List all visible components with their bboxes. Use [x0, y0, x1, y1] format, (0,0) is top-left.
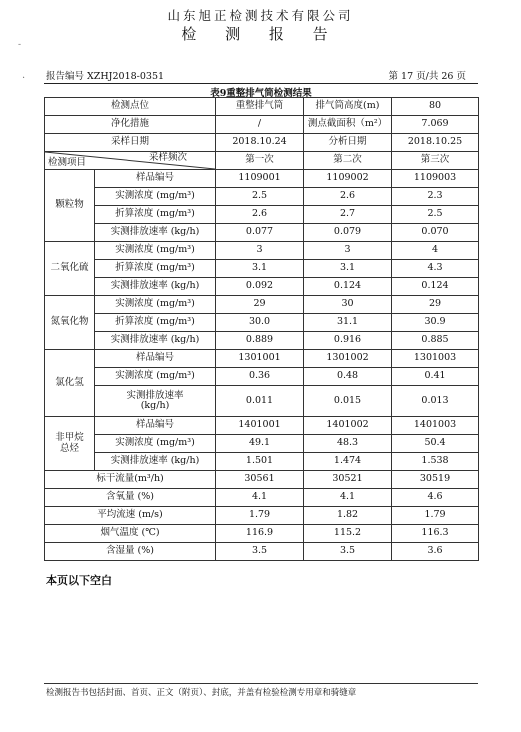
param-label: 实测排放速率 (kg/h)	[95, 224, 216, 242]
group-name: 氯化氢	[45, 350, 95, 417]
value-cell: 0.013	[392, 386, 479, 417]
summary-label: 标干流量(m³/h)	[45, 471, 216, 489]
table-row	[45, 206, 479, 224]
value-cell: 2.6	[304, 188, 392, 206]
value-cell: 3	[304, 242, 392, 260]
table-row	[45, 386, 479, 417]
group-name: 非甲烷 总烃	[45, 417, 95, 471]
results-table	[44, 97, 479, 561]
summary-row	[45, 525, 479, 543]
param-label: 实测浓度 (mg/m³)	[95, 435, 216, 453]
summary-row	[45, 489, 479, 507]
value-cell: 1.474	[304, 453, 392, 471]
value-cell: 2.5	[392, 206, 479, 224]
value-cell: 30521	[304, 471, 392, 489]
group-name: 颗粒物	[45, 170, 95, 242]
param-label: 折算浓度 (mg/m³)	[95, 260, 216, 278]
value-cell: 4.1	[304, 489, 392, 507]
info-row	[45, 134, 479, 152]
footer-rule	[44, 683, 478, 684]
info-value: 重整排气筒	[216, 98, 304, 116]
value-cell: 30.0	[216, 314, 304, 332]
value-cell: 0.079	[304, 224, 392, 242]
value-cell: 1109001	[216, 170, 304, 188]
value-cell: 29	[392, 296, 479, 314]
value-cell: 116.3	[392, 525, 479, 543]
param-label: 样品编号	[95, 350, 216, 368]
margin-mark: -	[18, 40, 22, 50]
page-info: 第 17 页/共 26 页	[388, 71, 466, 82]
value-cell: 30519	[392, 471, 479, 489]
param-label: 实测浓度 (mg/m³)	[95, 368, 216, 386]
value-cell: 3.5	[216, 543, 304, 561]
report-title: 检 测 报 告	[181, 25, 340, 43]
value-cell: 0.124	[304, 278, 392, 296]
value-cell: 0.885	[392, 332, 479, 350]
param-label: 实测浓度 (mg/m³)	[95, 188, 216, 206]
item-label: 检测项目	[48, 156, 87, 168]
value-cell: 1.82	[304, 507, 392, 525]
table-caption: 表9重整排气筒检测结果	[210, 88, 312, 99]
table-row	[45, 296, 479, 314]
param-label: 实测排放速率 (kg/h)	[95, 453, 216, 471]
header-rule	[44, 83, 478, 84]
results-table-body	[45, 98, 479, 561]
value-cell: 0.36	[216, 368, 304, 386]
info-value: 2018.10.24	[216, 134, 304, 152]
frequency-cell: 第二次	[304, 152, 392, 170]
table-row	[45, 260, 479, 278]
value-cell: 0.41	[392, 368, 479, 386]
table-row	[45, 350, 479, 368]
value-cell: 49.1	[216, 435, 304, 453]
value-cell: 30.9	[392, 314, 479, 332]
param-label: 实测排放速率 (kg/h)	[95, 278, 216, 296]
frequency-label: 采样频次	[149, 152, 188, 163]
param-label: 折算浓度 (mg/m³)	[95, 206, 216, 224]
margin-dot: ·	[22, 73, 26, 84]
table-row	[45, 368, 479, 386]
value-cell: 2.7	[304, 206, 392, 224]
value-cell: 0.077	[216, 224, 304, 242]
value-cell: 1401003	[392, 417, 479, 435]
value-cell: 0.015	[304, 386, 392, 417]
info-value: 7.069	[392, 116, 479, 134]
info-value: 排气筒高度(m)	[304, 98, 392, 116]
info-value: 测点截面积（m²）	[304, 116, 392, 134]
info-label: 检测点位	[45, 98, 216, 116]
param-label: 实测浓度 (mg/m³)	[95, 242, 216, 260]
info-value: 分析日期	[304, 134, 392, 152]
table-row	[45, 332, 479, 350]
value-cell: 1.538	[392, 453, 479, 471]
value-cell: 1109003	[392, 170, 479, 188]
param-label: 实测排放速率 (kg/h)	[95, 386, 216, 417]
table-row	[45, 170, 479, 188]
value-cell: 1401002	[304, 417, 392, 435]
value-cell: 0.889	[216, 332, 304, 350]
value-cell: 1.501	[216, 453, 304, 471]
table-row	[45, 314, 479, 332]
param-label: 折算浓度 (mg/m³)	[95, 314, 216, 332]
value-cell: 4.1	[216, 489, 304, 507]
value-cell: 2.6	[216, 206, 304, 224]
value-cell: 2.3	[392, 188, 479, 206]
summary-row	[45, 507, 479, 525]
summary-label: 平均流速 (m/s)	[45, 507, 216, 525]
value-cell: 30	[304, 296, 392, 314]
group-name: 二氧化硫	[45, 242, 95, 296]
value-cell: 116.9	[216, 525, 304, 543]
table-row	[45, 453, 479, 471]
info-value: /	[216, 116, 304, 134]
param-label: 样品编号	[95, 170, 216, 188]
param-label: 样品编号	[95, 417, 216, 435]
value-cell: 0.48	[304, 368, 392, 386]
table-row	[45, 188, 479, 206]
value-cell: 50.4	[392, 435, 479, 453]
value-cell: 3	[216, 242, 304, 260]
value-cell: 1301003	[392, 350, 479, 368]
value-cell: 2.5	[216, 188, 304, 206]
value-cell: 1401001	[216, 417, 304, 435]
table-row	[45, 224, 479, 242]
value-cell: 3.1	[216, 260, 304, 278]
summary-label: 烟气温度 (℃)	[45, 525, 216, 543]
summary-label: 含氧量 (%)	[45, 489, 216, 507]
param-label: 实测排放速率 (kg/h)	[95, 332, 216, 350]
value-cell: 29	[216, 296, 304, 314]
frequency-cell: 第三次	[392, 152, 479, 170]
frequency-cell: 第一次	[216, 152, 304, 170]
blank-note: 本页以下空白	[46, 574, 112, 587]
value-cell: 48.3	[304, 435, 392, 453]
summary-label: 含湿量 (%)	[45, 543, 216, 561]
info-value: 80	[392, 98, 479, 116]
report-number: 报告编号 XZHJ2018-0351	[46, 71, 165, 82]
info-label: 采样日期	[45, 134, 216, 152]
company-name: 山东旭正检测技术有限公司	[167, 8, 354, 23]
value-cell: 3.6	[392, 543, 479, 561]
value-cell: 0.092	[216, 278, 304, 296]
table-row	[45, 278, 479, 296]
value-cell: 0.916	[304, 332, 392, 350]
diagonal-header-cell	[45, 152, 216, 170]
value-cell: 1.79	[216, 507, 304, 525]
table-row	[45, 435, 479, 453]
value-cell: 31.1	[304, 314, 392, 332]
frequency-header-row	[45, 152, 479, 170]
value-cell: 115.2	[304, 525, 392, 543]
info-row	[45, 116, 479, 134]
value-cell: 0.124	[392, 278, 479, 296]
param-label: 实测浓度 (mg/m³)	[95, 296, 216, 314]
table-row	[45, 417, 479, 435]
value-cell: 4.3	[392, 260, 479, 278]
table-row	[45, 242, 479, 260]
value-cell: 4.6	[392, 489, 479, 507]
value-cell: 3.5	[304, 543, 392, 561]
value-cell: 1301001	[216, 350, 304, 368]
value-cell: 4	[392, 242, 479, 260]
footer-note: 检测报告书包括封面、首页、正文（附页）、封底，并盖有检验检测专用章和骑缝章	[46, 688, 357, 698]
value-cell: 3.1	[304, 260, 392, 278]
info-row	[45, 98, 479, 116]
value-cell: 1.79	[392, 507, 479, 525]
value-cell: 1109002	[304, 170, 392, 188]
summary-row	[45, 543, 479, 561]
value-cell: 30561	[216, 471, 304, 489]
value-cell: 0.070	[392, 224, 479, 242]
value-cell: 1301002	[304, 350, 392, 368]
summary-row	[45, 471, 479, 489]
info-value: 2018.10.25	[392, 134, 479, 152]
value-cell: 0.011	[216, 386, 304, 417]
info-label: 净化措施	[45, 116, 216, 134]
group-name: 氮氧化物	[45, 296, 95, 350]
